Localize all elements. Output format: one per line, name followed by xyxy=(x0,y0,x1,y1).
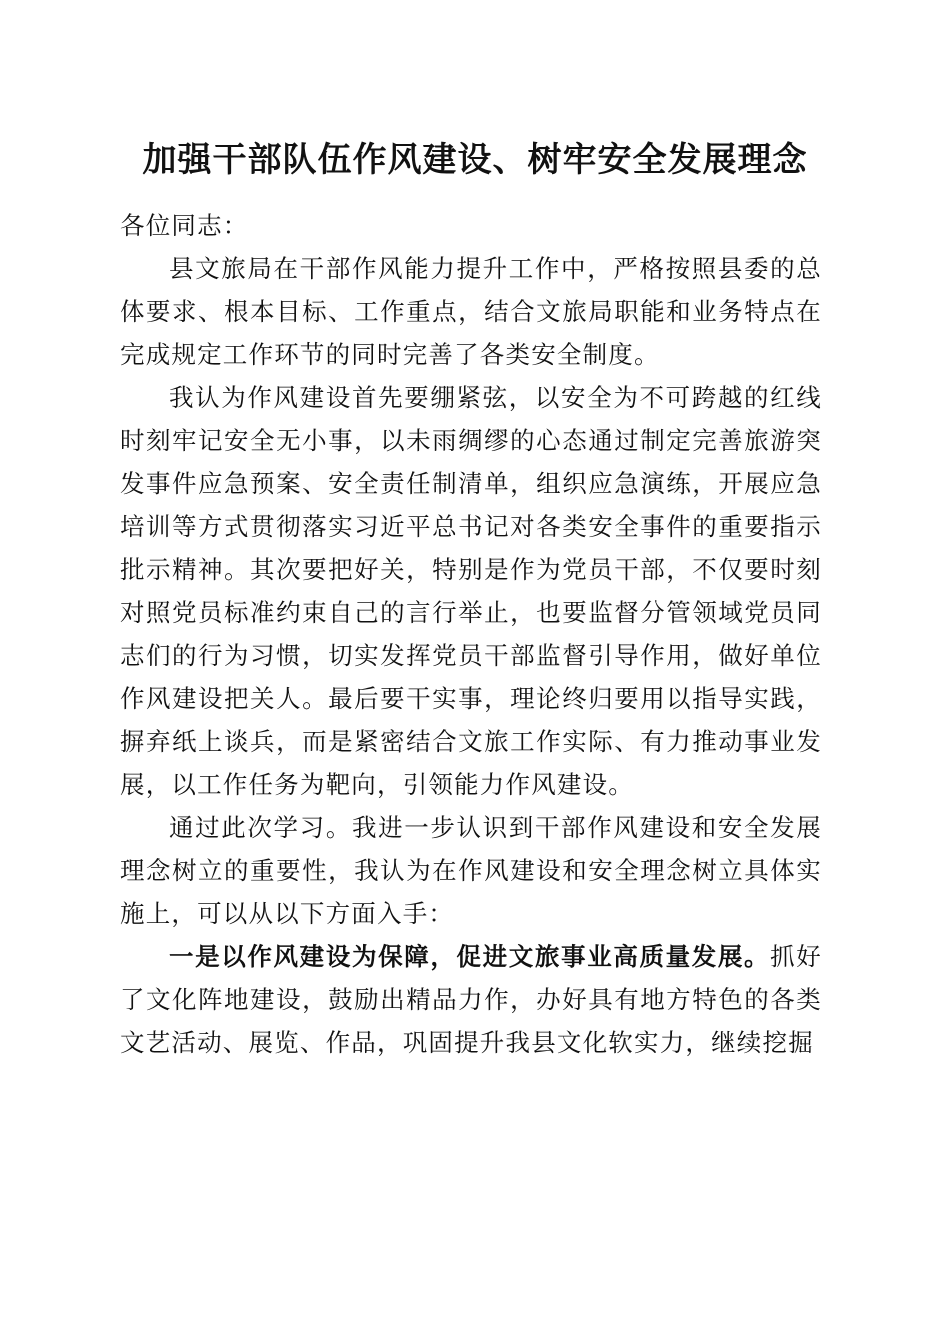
paragraph-4 xyxy=(120,935,822,1064)
paragraph-4-lead: 一是以作风建设为保障，促进文旅事业高质量发展。 xyxy=(169,942,771,971)
paragraph-3 xyxy=(120,806,822,935)
paragraph-3-text: 通过此次学习。我进一步认识到干部作风建设和安全发展理念树立的重要性，我认为在作风建设和安全理念树立具体实施上，可以从以下方面入手： xyxy=(120,813,822,928)
paragraph-1 xyxy=(120,247,822,376)
paragraph-4-text: 抓好了文化阵地建设，鼓励出精品力作，办好具有地方特色的各类文艺活动、展览、作品，巩固提升我县文化软实力，继续挖掘 xyxy=(120,942,822,1057)
paragraph-2-text: 我认为作风建设首先要绷紧弦，以安全为不可跨越的红线时刻牢记安全无小事，以未雨绸缪的心态通过制定完善旅游突发事件应急预案、安全责任制清单，组织应急演练，开展应急培训等方式贯彻落实习近平总书记对各类安全事件的重要指示批示精神。其次要把好关，特别是作为党员干部，不仅要时刻对照党员标准约束自己的言行举止，也要监督分管领域党员同志们的行为习惯，切实发挥党员干部监督引导作用，做好单位作风建设把关人。最后要干实事，理论终归要用以指导实践，摒弃纸上谈兵，而是紧密结合文旅工作实际、有力推动事业发展，以工作任务为靶向，引领能力作风建设。 xyxy=(120,383,822,799)
paragraph-2 xyxy=(120,376,822,806)
document-title: 加强干部队伍作风建设、树牢安全发展理念 xyxy=(142,140,808,180)
document-body xyxy=(120,204,822,1064)
salutation: 各位同志： xyxy=(120,211,249,240)
paragraph-1-text: 县文旅局在干部作风能力提升工作中，严格按照县委的总体要求、根本目标、工作重点，结合文旅局职能和业务特点在完成规定工作环节的同时完善了各类安全制度。 xyxy=(120,254,822,369)
